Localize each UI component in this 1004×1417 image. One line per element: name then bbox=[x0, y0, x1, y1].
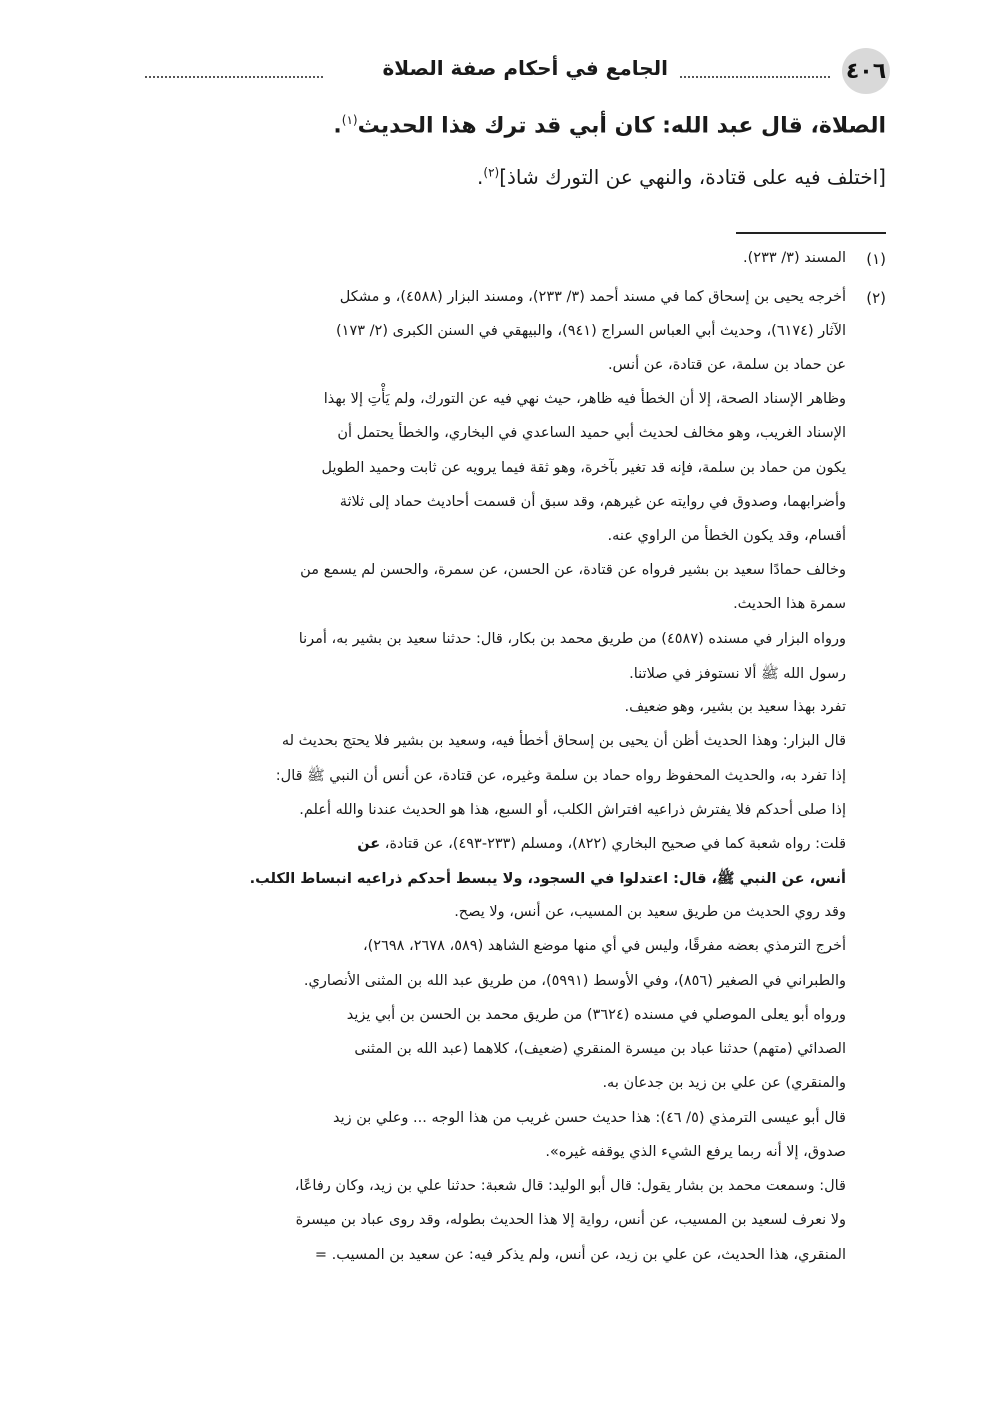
footnote-2-number: (٢) bbox=[866, 289, 886, 307]
footnote-line: قال: وسمعت محمد بن بشار يقول: قال أبو الوليد: قال شعبة: حدثنا علي بن زيد، وكان رفاعًا، bbox=[294, 1178, 846, 1194]
footnote-ref-1[interactable]: (١) bbox=[341, 113, 358, 127]
footnote-line: ورواه أبو يعلى الموصلي في مسنده (٣٦٢٤) من طريق محمد بن الحسن بن أبي يزيد bbox=[346, 1007, 846, 1023]
footnote-line: أخرج الترمذي بعضه مفرقًا، وليس في أي منها موضع الشاهد (٥٨٩، ٢٦٧٨، ٢٦٩٨)، bbox=[362, 938, 846, 954]
main-text-line-2: [اختلف فيه على قتادة، والنهي عن التورك شاذ]$^{(٢)}$. bbox=[477, 165, 886, 189]
footnote-1-number: (١) bbox=[866, 250, 886, 268]
footnote-line: والمنقري) عن علي بن زيد بن جدعان به. bbox=[602, 1075, 846, 1091]
footnote-1-text: المسند (٣/ ٢٣٣). bbox=[743, 250, 846, 266]
footnote-line: الإسناد الغريب، وهو مخالف لحديث أبي حميد الساعدي في البخاري، والخطأ يحتمل أن bbox=[337, 425, 846, 441]
footnote-line: رسول الله ﷺ ألا نستوفز في صلاتنا. bbox=[629, 666, 846, 682]
footnote-line: صدوق، إلا أنه ربما يرفع الشيء الذي يوقفه غيره». bbox=[545, 1144, 846, 1160]
footnote-line: قال أبو عيسى الترمذي (٥/ ٤٦): هذا حديث حسن غريب من هذا الوجه ... وعلي بن زيد bbox=[332, 1110, 846, 1126]
page-number-badge: ٤٠٦ bbox=[842, 48, 890, 94]
footnote-line: وأضرابهما، وصدوق في روايته عن غيرهم، وقد سبق أن قسمت أحاديث حماد إلى ثلاثة bbox=[339, 494, 846, 510]
running-header bbox=[145, 48, 890, 94]
footnote-line: ولا نعرف لسعيد بن المسيب، عن أنس، رواية إلا هذا الحديث بطوله، وقد روى عباد بن ميسرة bbox=[295, 1212, 846, 1228]
footnote-line: قلت: رواه شعبة كما في صحيح البخاري (٨٢٢)، ومسلم (٢٣٣-٤٩٣)، عن قتادة، عن bbox=[357, 836, 846, 852]
footnote-line: عن حماد بن سلمة، عن قتادة، عن أنس. bbox=[607, 357, 846, 373]
footnote-line: والطبراني في الصغير (٨٥٦)، وفي الأوسط (٥٩٩١)، من طريق عبد الله بن المثنى الأنصاري. bbox=[303, 973, 846, 989]
main-text-line-1: الصلاة، قال عبد الله: كان أبي قد ترك هذا الحديث$^{(١)}$. bbox=[333, 113, 886, 139]
footnote-line: وخالف حمادًا سعيد بن بشير فرواه عن قتادة، عن الحسن، عن سمرة، والحسن لم يسمع من bbox=[300, 562, 846, 578]
footnote-line: ورواه البزار في مسنده (٤٥٨٧) من طريق محمد بن بكار، قال: حدثنا سعيد بن بشير به، أمرنا bbox=[298, 631, 846, 647]
footnote-line: إذا صلى أحدكم فلا يفترش ذراعيه افتراش الكلب، أو السبع، هذا هو الحديث عندنا والله أعلم. bbox=[299, 802, 846, 818]
footnote-line: قال البزار: وهذا الحديث أظن أن يحيى بن إسحاق أخطأ فيه، وسعيد بن بشير فلا يحتج بحديث له bbox=[281, 733, 846, 749]
footnote-line: الصدائي (متهم) حدثنا عباد بن ميسرة المنقري (ضعيف)، كلاهما (عبد الله بن المثنى bbox=[354, 1041, 846, 1057]
footnote-line: وقد روي الحديث من طريق سعيد بن المسيب، عن أنس، ولا يصح. bbox=[454, 904, 846, 920]
footnote-line: المنقري، هذا الحديث، عن علي بن زيد، عن أنس، ولم يذكر فيه: عن سعيد بن المسيب. = bbox=[314, 1247, 846, 1263]
footnote-line: وظاهر الإسناد الصحة، إلا أن الخطأ فيه ظاهر، حيث نهي فيه عن التورك، ولم يَأْتِ إلا بهذا bbox=[323, 391, 846, 407]
footnote-line: إذا تفرد به، والحديث المحفوظ رواه حماد بن سلمة وغيره، عن قتادة، عن أنس أن النبي ﷺ قال: bbox=[275, 768, 846, 784]
footnote-separator bbox=[736, 232, 886, 234]
footnote-line: سمرة هذا الحديث. bbox=[733, 596, 846, 612]
footnote-line: أقسام، وقد يكون الخطأ من الراوي عنه. bbox=[607, 528, 846, 544]
book-title: الجامع في أحكام صفة الصلاة bbox=[382, 56, 668, 80]
footnote-line: يكون من حماد بن سلمة، فإنه قد تغير بآخرة، وهو ثقة فيما يرويه عن ثابت وحميد الطويل bbox=[321, 460, 846, 476]
footnote-line: الآثار (٦١٧٤)، وحديث أبي العباس السراج (٩٤١)، والبيهقي في السنن الكبرى (٢/ ١٧٣) bbox=[336, 323, 846, 339]
footnote-ref-2[interactable]: (٢) bbox=[483, 165, 500, 180]
header-dots-right bbox=[680, 76, 830, 78]
footnote-line: تفرد بهذا سعيد بن بشير، وهو ضعيف. bbox=[624, 699, 846, 715]
header-dots-left bbox=[145, 76, 323, 78]
footnote-line: أخرجه يحيى بن إسحاق كما في مسند أحمد (٣/ ٢٣٣)، ومسند البزار (٤٥٨٨)، و مشكل bbox=[339, 289, 846, 305]
footnote-line-hadith: أنس، عن النبي ﷺ، قال: اعتدلوا في السجود، ولا يبسط أحدكم ذراعيه انبساط الكلب. bbox=[249, 871, 846, 887]
